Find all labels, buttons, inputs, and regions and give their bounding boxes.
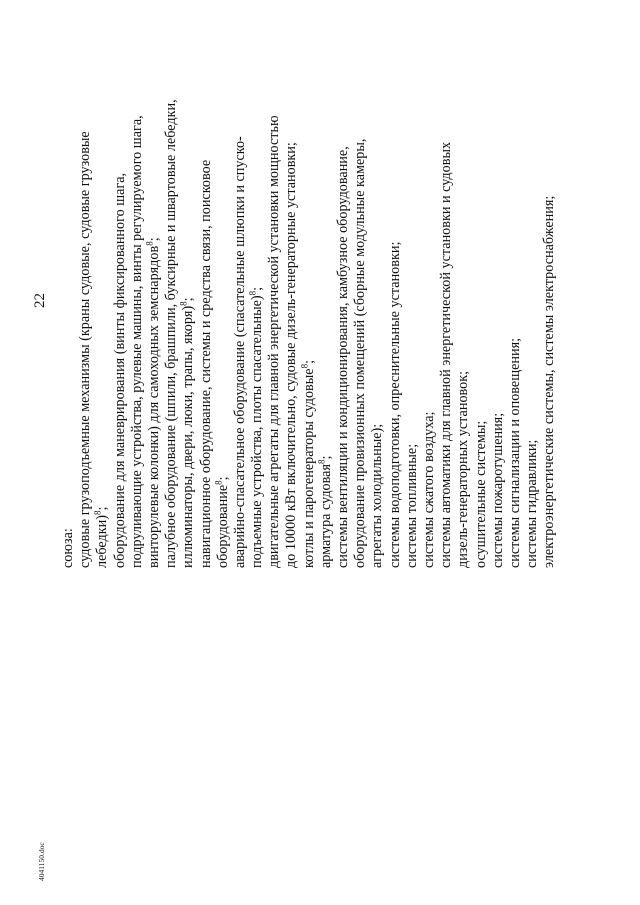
footnote-ref: 8 (298, 363, 309, 369)
text-line: иллюминаторы, двери, люки, трапы, якоря)$^8$; (178, 297, 197, 568)
text-line: оборудование для маневрирования (винты фиксированного шага, (111, 172, 128, 568)
text-line: электроэнергетические системы, системы электроснабжения; (541, 195, 558, 568)
text-line: подъемные устройства, плоты спасательные)$^8$; (247, 286, 266, 568)
document-body (60, 33, 558, 568)
text-line: подруливающие устройства, рулевые машины, винты регулируемого шага, (128, 115, 145, 568)
footnote-ref: 8 (212, 480, 223, 485)
footnote-ref: 8 (247, 290, 258, 296)
text-line: системы пожаротушения; (489, 412, 506, 568)
text-line: союза: (60, 528, 76, 568)
text-line: системы сигнализации и оповещения; (506, 337, 523, 568)
footnote-ref: 8 (178, 301, 189, 306)
text-line: системы топливные; (403, 443, 420, 568)
text-line: до 10000 кВт включительно, судовые дизель-генераторные установки; (283, 142, 300, 568)
text-line: оборудование провизионных помещений (сборные модульные камеры, (352, 138, 369, 568)
footnote-ref: 8 (144, 241, 155, 246)
footnote-ref: 8 (92, 510, 103, 516)
text-line: двигательные агрегаты для главной энергетической установки мощностью (266, 115, 283, 568)
text-line: арматура судовая$^8$; (316, 455, 334, 568)
page-number: 22 (32, 293, 48, 308)
text-line: винторулевые колонки) для самоходных земснарядов$^8$; (144, 237, 162, 568)
text-line: палубное оборудование (шпили, брашпили, буксирные и швартовые лебедки, (163, 99, 180, 568)
text-line: аварийно-спасательное оборудование (спасательные шлюпки и спуско- (231, 136, 248, 568)
text-line: агрегаты холодильные); (369, 423, 386, 568)
text-line: системы гидравлики; (524, 439, 541, 568)
text-line: системы автоматики для главной энергетической установки и судовых (438, 141, 455, 568)
footer-filename: 4041150.doc (37, 842, 46, 881)
text-line: котлы и парогенераторы судовые$^8$; (298, 359, 317, 568)
text-line: осушительные системы; (472, 420, 489, 568)
text-line: оборудование$^8$; (212, 476, 231, 568)
text-line: системы вентиляции и кондиционирования, камбузное оборудование, (335, 146, 351, 568)
text-line: навигационное оборудование, системы и средства связи, поисковое (197, 159, 214, 568)
text-line: судовые грузоподъемные механизмы (краны судовые, судовые грузовые (77, 131, 94, 568)
text-line: дизель-генераторных установок; (455, 370, 472, 568)
text-line: лебедки)$^8$; (92, 506, 111, 568)
footnote-ref: 8 (316, 459, 327, 464)
rotated-page (30, 33, 590, 568)
text-line: системы водоподготовки, опреснительные установки; (386, 241, 403, 568)
text-line: системы сжатого воздуха; (420, 411, 437, 568)
